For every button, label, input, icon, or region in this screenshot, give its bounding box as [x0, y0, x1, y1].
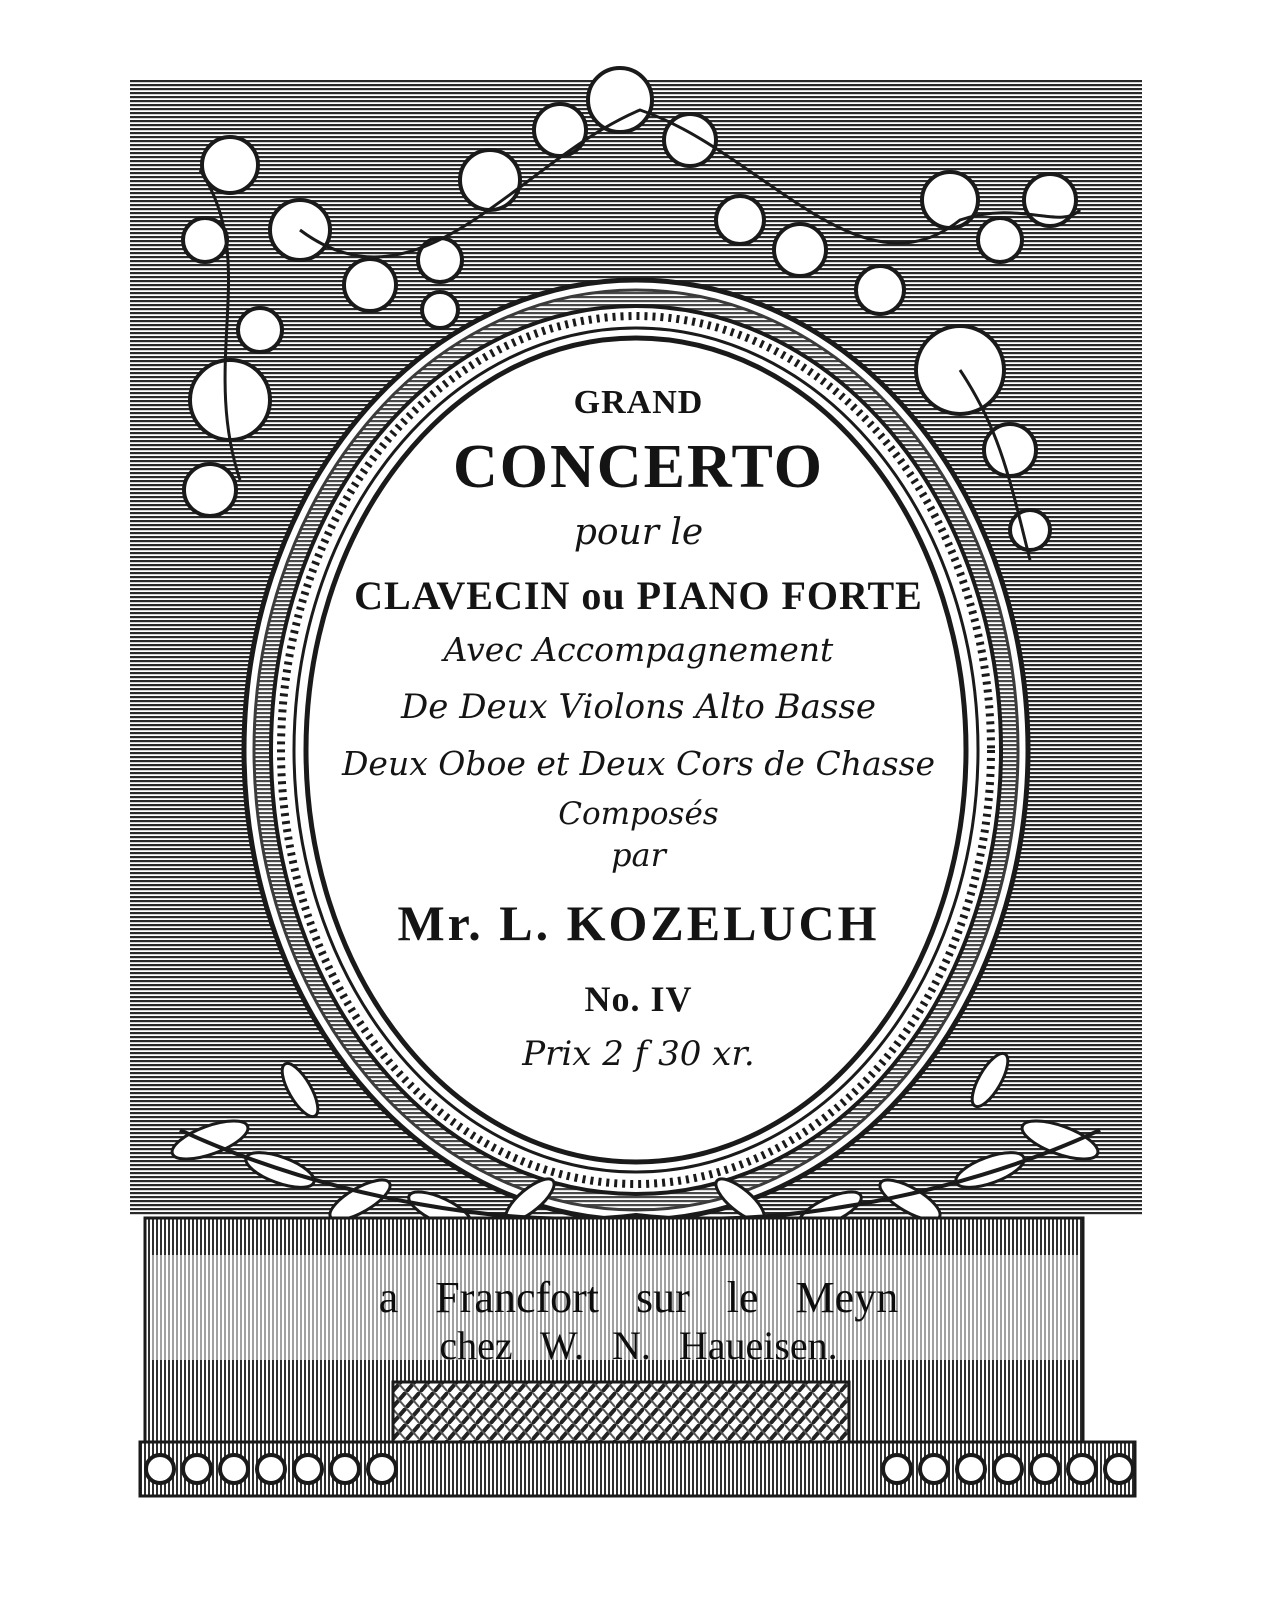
braid-band	[393, 1382, 849, 1444]
title-accompaniment: Avec Accompagnement	[443, 630, 834, 669]
title-par: par	[611, 836, 666, 874]
work-number: No. IV	[584, 979, 693, 1019]
title-strings: De Deux Violons Alto Basse	[401, 687, 876, 727]
imprint-publisher: chez W. N. Haueisen.	[439, 1323, 838, 1368]
title-winds: Deux Oboe et Deux Cors de Chasse	[341, 744, 936, 783]
title-pour-le: pour le	[573, 512, 704, 553]
title-composes: Composés	[558, 796, 719, 832]
composer-name: Mr. L. KOZELUCH	[397, 895, 880, 951]
imprint-place: a Francfort sur le Meyn	[378, 1273, 899, 1322]
oval-cartouche	[306, 338, 966, 1162]
title-concerto: CONCERTO	[453, 433, 824, 501]
price: Prix 2 f 30 xr.	[522, 1034, 755, 1074]
title-instrument: CLAVECIN ou PIANO FORTE	[354, 573, 923, 618]
title-grand: GRAND	[573, 384, 704, 421]
